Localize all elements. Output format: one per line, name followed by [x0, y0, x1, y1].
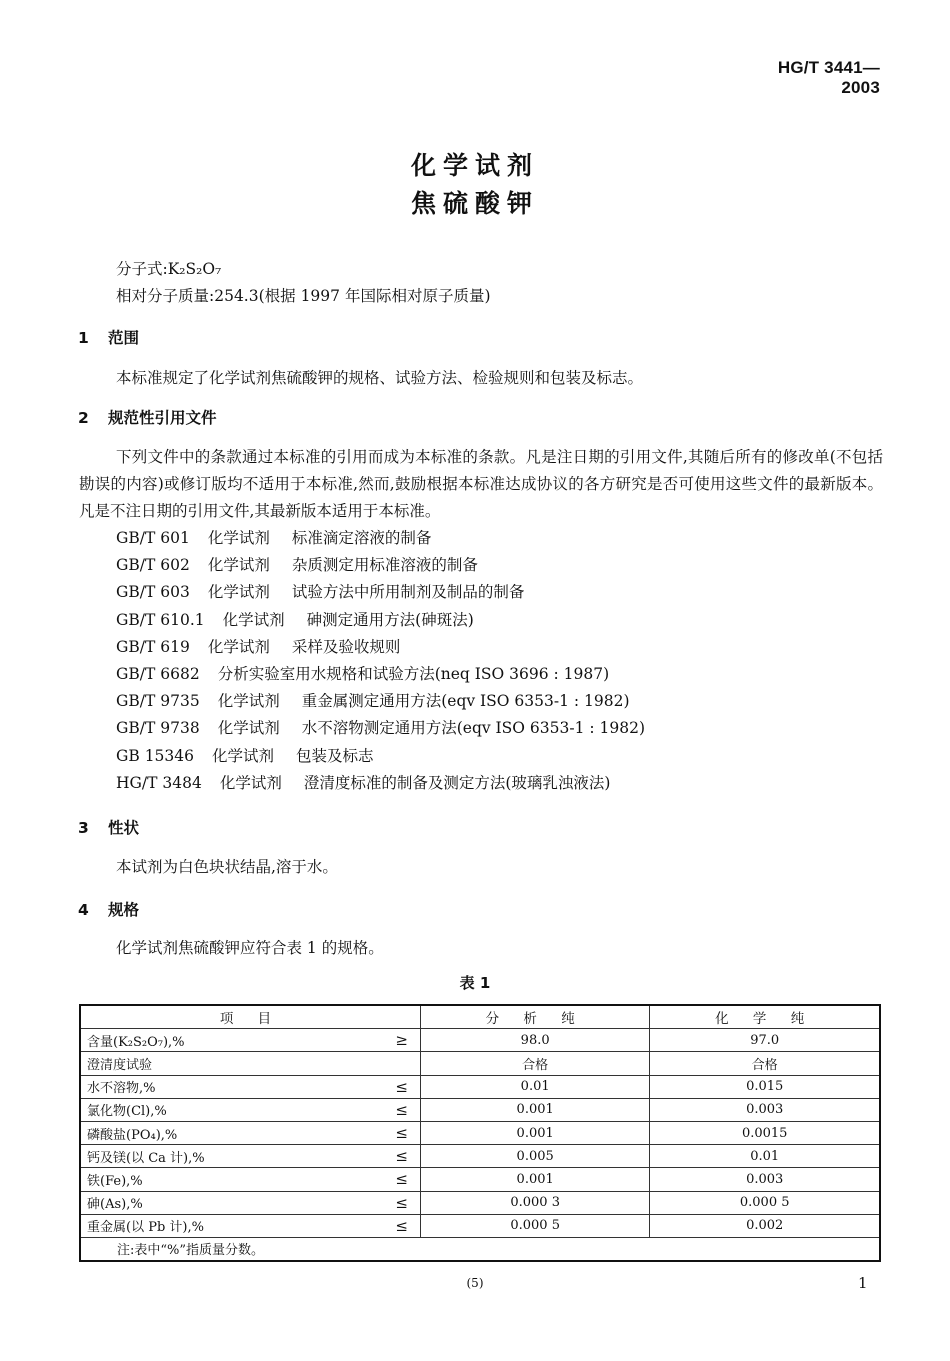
row-item [80, 1052, 420, 1075]
reference-code: GB 15346 [116, 746, 195, 765]
reference-category: 化学试剂 [207, 637, 270, 656]
table-row [80, 1098, 880, 1121]
reference-item [116, 552, 645, 579]
relative-molecular-mass: 相对分子质量:254.3(根据 1997 年国际相对原子质量) [116, 287, 491, 305]
comparison-symbol: ≤ [395, 1123, 408, 1142]
page-number-right: 1 [858, 1274, 868, 1292]
reference-title: 水不溶物测定通用方法(eqv ISO 6353-1 : 1982) [301, 719, 646, 738]
value-cp: 0.015 [650, 1075, 880, 1098]
table-note-row [80, 1237, 880, 1261]
reference-item [116, 688, 645, 715]
reference-category: 化学试剂 [207, 529, 270, 547]
reference-category: 化学试剂 [207, 583, 270, 602]
section-number: 3 [78, 819, 89, 837]
table-row [80, 1029, 880, 1052]
reference-item [116, 634, 645, 661]
section-4-heading [78, 898, 139, 920]
row-item [80, 1214, 420, 1237]
section-title: 性状 [108, 819, 140, 837]
table-header-row [80, 1005, 880, 1029]
reference-title: 包装及标志 [296, 746, 374, 765]
reference-title: 重金属测定通用方法(eqv ISO 6353-1 : 1982) [301, 692, 630, 711]
reference-code: HG/T 3484 [116, 773, 202, 792]
section-number: 2 [78, 409, 89, 427]
reference-code: GB/T 9738 [116, 719, 200, 738]
reference-item [116, 715, 645, 742]
header-item: 项 目 [80, 1005, 420, 1029]
reference-item [116, 525, 645, 552]
item-label: 钙及镁(以 Ca 计),% [87, 1150, 205, 1166]
value-ar: 合格 [420, 1052, 649, 1075]
reference-code: GB/T 603 [116, 583, 190, 602]
comparison-symbol: ≤ [395, 1147, 408, 1166]
section-1-heading [78, 326, 139, 348]
reference-code: GB/T 9735 [116, 692, 200, 711]
item-label: 铁(Fe),% [87, 1173, 143, 1189]
item-label: 砷(As),% [87, 1197, 143, 1213]
value-ar: 0.000 3 [420, 1191, 649, 1214]
section-number: 4 [78, 901, 89, 919]
row-item [80, 1191, 420, 1214]
item-label: 澄清度试验 [87, 1057, 153, 1073]
comparison-symbol: ≤ [395, 1216, 408, 1235]
reference-category: 化学试剂 [219, 773, 282, 792]
reference-category: 化学试剂 [217, 719, 280, 738]
item-label: 重金属(以 Pb 计),% [87, 1220, 204, 1236]
value-cp: 0.003 [650, 1168, 880, 1191]
page-number-center: (5) [466, 1276, 484, 1290]
row-item [80, 1075, 420, 1098]
row-item [80, 1029, 420, 1052]
reference-item [116, 579, 645, 606]
comparison-symbol: ≤ [395, 1193, 408, 1212]
reference-title: 标准滴定溶液的制备 [291, 529, 432, 547]
section-title: 范围 [108, 329, 140, 347]
value-cp: 0.01 [650, 1145, 880, 1168]
reference-item [116, 743, 645, 770]
row-item [80, 1145, 420, 1168]
header-chemically-pure: 化 学 纯 [650, 1005, 880, 1029]
section-number: 1 [78, 329, 89, 347]
reference-code: GB/T 610.1 [116, 610, 205, 629]
reference-category: 化学试剂 [217, 692, 280, 711]
value-cp: 合格 [650, 1052, 880, 1075]
reference-title: 澄清度标准的制备及测定方法(玻璃乳浊液法) [303, 773, 611, 792]
reference-item [116, 770, 645, 797]
value-ar: 98.0 [420, 1029, 649, 1052]
reference-list [116, 525, 645, 797]
comparison-symbol: ≥ [395, 1031, 408, 1050]
table-row [80, 1168, 880, 1191]
row-item [80, 1168, 420, 1191]
section-4-text: 化学试剂焦硫酸钾应符合表 1 的规格。 [116, 939, 384, 957]
table-row [80, 1214, 880, 1237]
section-1-text: 本标准规定了化学试剂焦硫酸钾的规格、试验方法、检验规则和包装及标志。 [116, 369, 644, 387]
table-note: 注:表中“%”指质量分数。 [80, 1237, 880, 1261]
section-2-heading [78, 406, 217, 428]
reference-code: GB/T 602 [116, 556, 190, 575]
section-title: 规范性引用文件 [108, 409, 217, 427]
reference-item [116, 661, 645, 688]
table-row [80, 1052, 880, 1075]
header-analytical-reagent: 分 析 纯 [420, 1005, 649, 1029]
title-line-2: 焦硫酸钾 [410, 189, 539, 218]
table-row [80, 1121, 880, 1144]
comparison-symbol: ≤ [395, 1100, 408, 1119]
row-item [80, 1098, 420, 1121]
value-ar: 0.01 [420, 1075, 649, 1098]
value-ar: 0.001 [420, 1121, 649, 1144]
reference-code: GB/T 601 [116, 529, 190, 547]
value-ar: 0.000 5 [420, 1214, 649, 1237]
section-3-heading [78, 816, 139, 838]
document-title [0, 147, 950, 223]
comparison-symbol: ≤ [395, 1170, 408, 1189]
section-3-text: 本试剂为白色块状结晶,溶于水。 [116, 858, 338, 876]
reference-title: 杂质测定用标准溶液的制备 [291, 556, 478, 575]
value-cp: 0.002 [650, 1214, 880, 1237]
item-label: 氯化物(Cl),% [87, 1104, 167, 1120]
standard-code: HG/T 3441—2003 [777, 58, 880, 97]
item-label: 含量(K₂S₂O₇),% [87, 1034, 185, 1050]
reference-title: 砷测定通用方法(砷斑法) [306, 610, 474, 629]
title-line-1: 化学试剂 [410, 151, 539, 180]
row-item [80, 1121, 420, 1144]
table-caption: 表 1 [459, 974, 491, 992]
value-ar: 0.001 [420, 1168, 649, 1191]
reference-title: 采样及验收规则 [291, 637, 401, 656]
molecular-formula: 分子式:K₂S₂O₇ [116, 260, 222, 278]
section-title: 规格 [108, 901, 140, 919]
table-row [80, 1075, 880, 1098]
value-cp: 0.000 5 [650, 1191, 880, 1214]
item-label: 水不溶物,% [87, 1081, 156, 1097]
reference-category: 化学试剂 [207, 556, 270, 575]
reference-category: 化学试剂 [212, 746, 275, 765]
table-row [80, 1191, 880, 1214]
reference-code: GB/T 6682 [116, 664, 200, 683]
reference-category: 化学试剂 [222, 610, 285, 629]
value-cp: 0.003 [650, 1098, 880, 1121]
section-2-text: 下列文件中的条款通过本标准的引用而成为本标准的条款。凡是注日期的引用文件,其随后所有的修改单(不包括勘误的内容)或修订版均不适用于本标准,然而,鼓励根据本标准达成协议的各方研究是否可使用这些文件的最新版本。凡是不注日期的引用文件,其最新版本适用于本标准。 [79, 448, 883, 520]
table-row [80, 1145, 880, 1168]
value-ar: 0.005 [420, 1145, 649, 1168]
reference-title: 分析实验室用水规格和试验方法(neq ISO 3696 : 1987) [217, 664, 610, 683]
item-label: 磷酸盐(PO₄),% [87, 1127, 178, 1143]
specification-table [79, 1004, 881, 1262]
comparison-symbol: ≤ [395, 1077, 408, 1096]
value-cp: 0.0015 [650, 1121, 880, 1144]
reference-title: 试验方法中所用制剂及制品的制备 [291, 583, 525, 602]
value-cp: 97.0 [650, 1029, 880, 1052]
reference-code: GB/T 619 [116, 637, 190, 656]
value-ar: 0.001 [420, 1098, 649, 1121]
reference-item [116, 607, 645, 634]
